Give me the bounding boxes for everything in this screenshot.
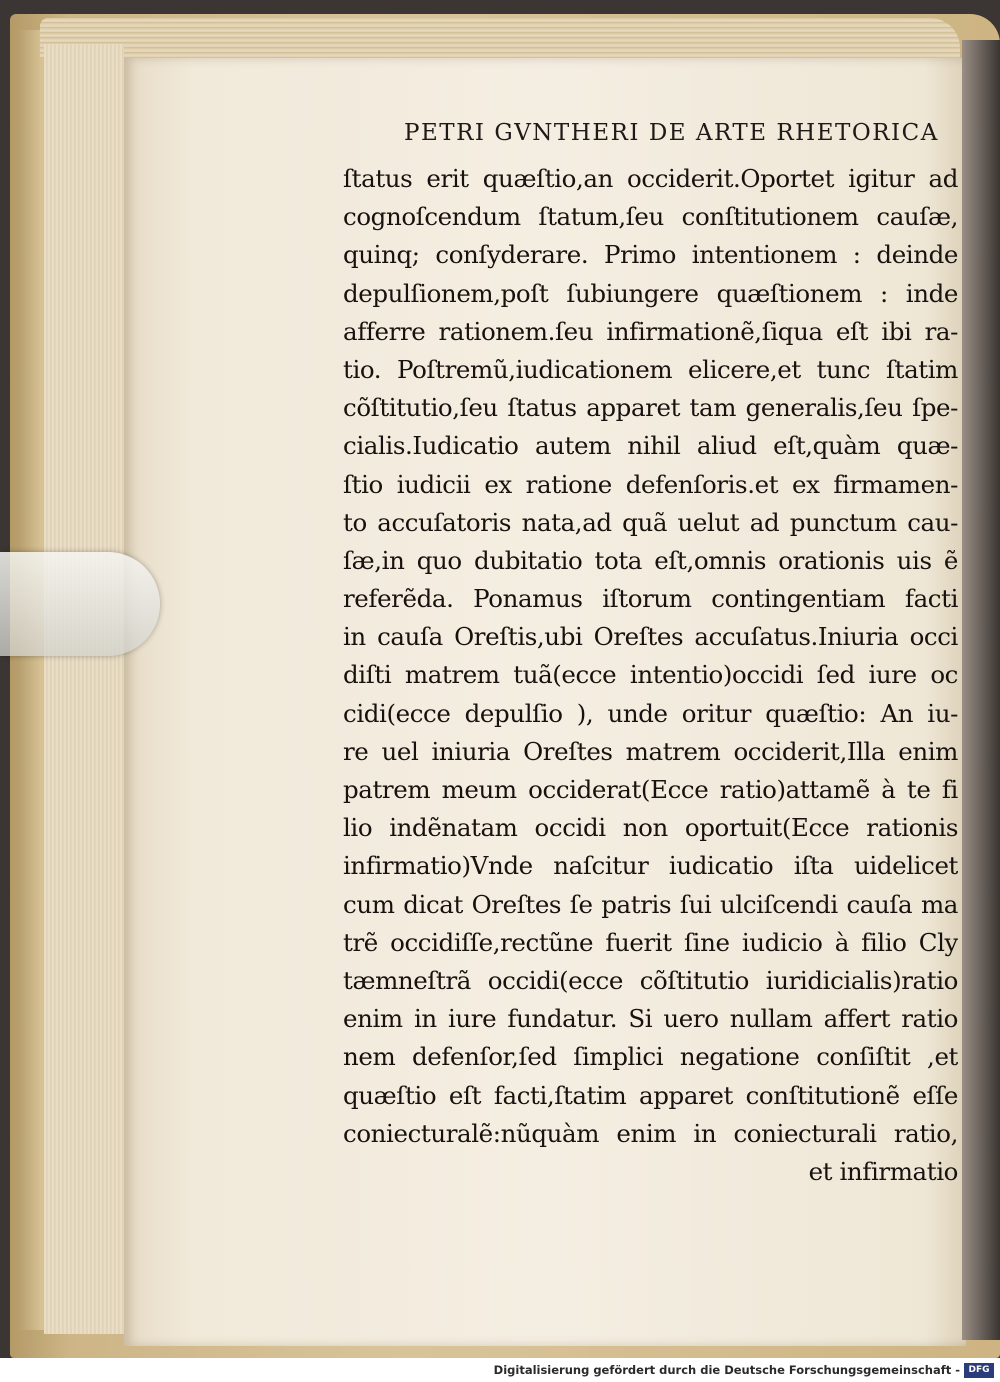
text-line: lio indẽnatam occidi non oportuit(Ecce rationis — [343, 813, 958, 843]
text-line: ſtatus erit quæſtio,an occiderit.Oportet igitur ad — [343, 164, 958, 193]
text-line: coniecturalẽ:nũquàm enim in coniecturali ratio, — [343, 1118, 958, 1148]
text-line: diſti matrem tuã(ecce intentio)occidi ſed iure oc — [343, 660, 958, 690]
text-line: to accuſatoris nata,ad quã uelut ad punctum cau- — [343, 507, 958, 537]
gutter-shadow — [962, 40, 1000, 1340]
text-line: depulſionem,poſt ſubiungere quæſtionem : inde — [343, 278, 958, 308]
text-line: quinq; conſyderare. Primo intentionem : deinde — [343, 240, 958, 270]
running-head: PETRI GVNTHERI DE ARTE RHETORICA — [404, 120, 939, 146]
text-line: ſæ,in quo dubitatio tota eſt,omnis orationis uis ẽ — [343, 545, 958, 575]
text-line: afferre rationem.ſeu infirmationẽ,ſiqua eſt ibi ra- — [343, 316, 958, 346]
text-line: cognoſcendum ſtatum,ſeu conſtitutionem cauſæ, — [343, 202, 958, 232]
text-line: ſtio iudicii ex ratione defenſoris.et ex firmamen- — [343, 469, 958, 499]
text-line: cialis.Iudicatio autem nihil aliud eſt,quàm quæ- — [343, 431, 958, 461]
text-line: cum dicat Oreſtes ſe patris ſui ulciſcendi cauſa ma — [343, 889, 958, 919]
text-line: in cauſa Oreſtis,ubi Oreſtes accuſatus.Iniuria occi — [343, 622, 958, 652]
footer-bar — [0, 1358, 1000, 1382]
text-line: infirmatio)Vnde naſcitur iudicatio iſta uidelicet — [343, 851, 958, 881]
text-line: re uel iniuria Oreſtes matrem occiderit,Illa enim — [343, 736, 958, 766]
footer-credit: Digitalisierung gefördert durch die Deutsche Forschungsgemeinschaft - — [493, 1363, 960, 1377]
text-block — [343, 160, 958, 1191]
text-line: et infirmatio — [808, 1156, 958, 1186]
text-line: nem defenſor,ſed ſimplici negatione conſiſtit ,et — [343, 1042, 958, 1072]
text-line: tio. Poſtremũ,iudicationem elicere,et tunc ſtatim — [343, 354, 958, 384]
text-line: enim in iure fundatur. Si uero nullam affert ratio — [343, 1004, 958, 1034]
text-line: quæſtio eſt facti,ſtatim apparet conſtitutionẽ eſſe — [343, 1080, 958, 1110]
page-stack-edges — [44, 44, 124, 1334]
bookmark-strip — [0, 552, 160, 656]
text-line: cõſtitutio,ſeu ſtatus apparet tam generalis,ſeu ſpe- — [343, 393, 958, 423]
text-line: patrem meum occiderat(Ecce ratio)attamẽ à te fi — [343, 775, 958, 804]
page-top-edges — [40, 18, 960, 58]
text-line: referẽda. Ponamus iſtorum contingentiam facti — [343, 584, 958, 614]
text-line: cidi(ecce depulſio ), unde oritur quæſtio: An iu- — [343, 698, 958, 728]
text-line: tæmneſtrã occidi(ecce cõſtitutio iuridicialis)ratio — [343, 965, 958, 995]
dfg-logo-icon: DFG — [964, 1363, 994, 1378]
text-line: trẽ occidiſſe,rectũne fuerit ſine iudicio à filio Cly — [343, 927, 958, 957]
